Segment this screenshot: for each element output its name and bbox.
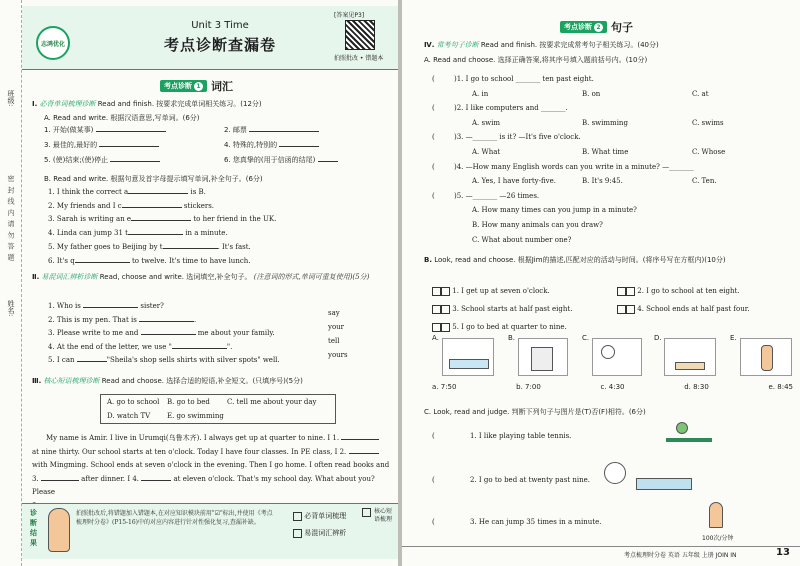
picture-bedtime <box>602 456 702 496</box>
name-label: 姓名: <box>7 300 15 317</box>
part4-c-instruction: C. Look, read and judge. 判断下列句子与图片是(T)否(F)相符。(6分) <box>424 408 646 416</box>
p2-item-3: 3. Please write to me and me about your family. <box>48 329 275 337</box>
time-e: e. 8:45 <box>768 383 793 391</box>
section1-heading <box>160 78 233 94</box>
part4-b-instruction: B. Look, read and choose. 根据Jim的描述,匹配对应的活动与时间。(将序号写在方框内)(10分) <box>424 256 726 264</box>
c-item-1: ( 1. I like playing table tennis. <box>432 432 572 440</box>
part4-a-instruction: A. Read and choose. 选择正确答案,将其序号填入题前括号内。(10分) <box>424 56 648 64</box>
section1-title: 词汇 <box>211 80 233 93</box>
left-page <box>0 0 398 566</box>
main-title: 考点诊断查漏卷 <box>163 36 276 54</box>
opt-c: C. tell me about your day <box>227 398 317 406</box>
unit-title: Unit 3 Time <box>191 20 249 31</box>
part3-instruction: Ⅲ. 核心短语梳理诊断 Read and choose. 选择合适的短语,补全短文。(只填序号)(5分) <box>32 377 303 385</box>
b-item-4: 4. Linda can jump 31 t in a minute. <box>48 229 228 238</box>
opt-e: E. go swimming <box>167 411 224 420</box>
b-match-4: 4. School ends at half past four. <box>617 303 797 315</box>
jump-caption: 100次/分钟 <box>702 535 734 542</box>
p2-item-4: 4. At the end of the letter, we use " ". <box>48 342 233 351</box>
a-item-2: 2. 邮票 <box>224 125 384 135</box>
mc-1-opts: A. in B. on C. at <box>472 89 709 98</box>
mc-2-opts: A. swim B. swimming C. swims <box>472 118 724 127</box>
mc-3: ( )3. —_______ is it? —It's five o'clock. <box>432 133 581 142</box>
p2-item-2: 2. This is my pen. That is . <box>48 315 197 324</box>
mc-2: ( )2. I like computers and _______. <box>432 104 568 113</box>
section1-badge: 考点诊断 1 <box>160 80 207 92</box>
p2-item-5: 5. I can "Sheila's shop sells shirts with silver spots" well. <box>48 356 280 364</box>
opt-b: B. go to bed <box>167 398 210 406</box>
pic-label-b: B. <box>508 334 516 342</box>
part2-items <box>48 300 280 368</box>
check-vocab: 必背单词梳理 <box>293 508 346 525</box>
picture-e-leaving <box>740 338 792 376</box>
b-match-items <box>432 285 797 333</box>
time-d: d. 8:30 <box>684 383 709 391</box>
a-item-5: 5. (使)结束;(使)停止 <box>44 155 224 165</box>
footer-text: 考点梳理时分卷 英语 五年级 上册 JOIN IN <box>624 552 737 559</box>
part1-b-items <box>48 186 276 268</box>
part3-passage: My name is Amir. I live in Urumqi(乌鲁木齐). I always get up at quarter to nine. I 1. at nine thirty. Our school starts at ten o'clock. Today I have four classes. In PE class, I 2. with Mingming. School ends at seven o'clock in the evening. Then I go home. I often read books and 3. after dinner. I 4. at eleven o'clock. That's my school day. What about you? Please <box>32 432 396 513</box>
page-number: 13 <box>776 547 790 558</box>
part2-instruction: Ⅱ. 易混词汇辨析诊断 Read, choose and write. 选词填空,补全句子。 (注意词的形式,单词可重复使用)(5分) <box>32 273 370 281</box>
b-match-5: 5. I go to bed at quarter to nine. <box>432 321 617 333</box>
picture-b-school <box>518 338 568 376</box>
qr-caption: 拍照批改 • 错题本 <box>334 55 384 62</box>
seal-text: 密 封 线 内 请 勿 答 题 <box>7 175 15 262</box>
mc-4: ( )4. —How many English words can you write in a minute? —_______ <box>432 162 694 171</box>
footer-rule <box>402 546 800 547</box>
time-b: b. 7:00 <box>516 383 541 391</box>
time-a: a. 7:50 <box>432 383 457 391</box>
b-item-1: 1. I think the correct a is B. <box>48 188 206 196</box>
check-confusable: 易混词汇辨析 <box>293 525 346 542</box>
part1-a-items <box>44 125 384 165</box>
b-item-5: 5. My father goes to Beijing by t . It's fast. <box>48 242 251 251</box>
section2-title: 句子 <box>611 21 633 34</box>
word-yours: yours <box>328 351 348 359</box>
b-match-2: 2. I go to school at ten eight. <box>617 285 797 297</box>
time-c: c. 4:30 <box>600 383 625 391</box>
check-core <box>362 508 371 517</box>
opt-a: A. go to school <box>107 398 160 406</box>
picture-table-tennis <box>660 420 720 450</box>
part2-word-box <box>328 306 348 362</box>
word-say: say <box>328 309 340 317</box>
section2-badge: 考点诊断 2 <box>560 21 607 33</box>
part3-options-box <box>100 394 336 424</box>
diagnosis-label: 诊断结果 <box>30 509 37 547</box>
part4-instruction: Ⅳ. 常考句子诊断 Read and finish. 按要求完成常考句子相关练习。(40分) <box>424 41 659 49</box>
word-your: your <box>328 323 345 331</box>
opt-d: D. watch TV <box>107 411 151 420</box>
time-labels <box>432 383 797 391</box>
class-label: 班级: <box>7 90 15 107</box>
c-item-3: ( 3. He can jump 35 times in a minute. <box>432 518 602 526</box>
section2-heading <box>560 19 633 35</box>
a-item-3: 3. 最佳的,最好的 <box>44 140 224 150</box>
diagnosis-text: 拍照批改后,将错题加入错题本,在对应知识模块前用"☑"标出,并使用《考点梳理时分卷》(P15-16)中的对应内容进行针对性强化复习,查漏补缺。 <box>76 510 273 526</box>
mc-3-opts: A. What B. What time C. Whose <box>472 147 726 156</box>
mc-4-opts: A. Yes, I have forty-five. B. It's 9:45. C. Ten. <box>472 177 717 186</box>
check-core-label: 核心短语梳理 <box>374 508 393 523</box>
qr-code[interactable] <box>345 20 375 50</box>
binding-margin <box>0 0 22 566</box>
a-item-6: 6. 您真挚的(用于信函的结尾) <box>224 155 384 165</box>
part1-a-instruction: A. Read and write. 根据汉语意思,写单词。(6分) <box>44 114 200 122</box>
logo <box>36 26 70 60</box>
picture-jump-rope <box>702 502 732 532</box>
picture-c-classroom <box>592 338 642 376</box>
picture-d-breakfast <box>664 338 716 376</box>
logo-text: 志鸿优化 <box>40 40 65 48</box>
b-match-1: 1. I get up at seven o'clock. <box>432 285 617 297</box>
mc-5: ( )5. —_______ —26 times. <box>432 191 540 200</box>
a-item-1: 1. 开始(做某事) <box>44 125 224 135</box>
diagnosis-checks <box>293 508 346 542</box>
b-item-2: 2. My friends and I c stickers. <box>48 201 215 210</box>
pic-label-e: E. <box>730 334 737 342</box>
c-item-2: ( 2. I go to bed at twenty past nine. <box>432 476 590 484</box>
b-item-6: 6. It's q to twelve. It's time to have lunch. <box>48 256 251 265</box>
part1-instruction: Ⅰ. 必背单词梳理诊断 Read and finish. 按要求完成单词相关练习。(12分) <box>32 100 262 108</box>
picture-a-bed <box>442 338 494 376</box>
word-tell: tell <box>328 337 340 345</box>
mc-questions <box>432 72 792 247</box>
pic-label-a: A. <box>432 334 439 342</box>
mc-5-opts: A. How many times can you jump in a minute? B. How many animals can you draw? C. What about number one? <box>472 206 637 244</box>
a-item-4: 4. 特殊的,特别的 <box>224 140 384 150</box>
p2-item-1: 1. Who is sister? <box>48 302 164 310</box>
activity-pictures <box>432 334 797 380</box>
b-match-3: 3. School starts at half past eight. <box>432 303 617 315</box>
answer-ref: [答案见P3] <box>334 12 365 19</box>
pic-label-d: D. <box>654 334 662 342</box>
mc-1: ( )1. I go to school _______ ten past eight. <box>432 75 594 83</box>
b-item-3: 3. Sarah is writing an e to her friend in the UK. <box>48 215 277 224</box>
student-illustration <box>48 508 70 552</box>
pic-label-c: C. <box>582 334 590 342</box>
part1-b-instruction: B. Read and write. 根据句意及首字母提示填写单词,补全句子。(6分) <box>44 175 263 183</box>
right-page <box>402 0 800 566</box>
